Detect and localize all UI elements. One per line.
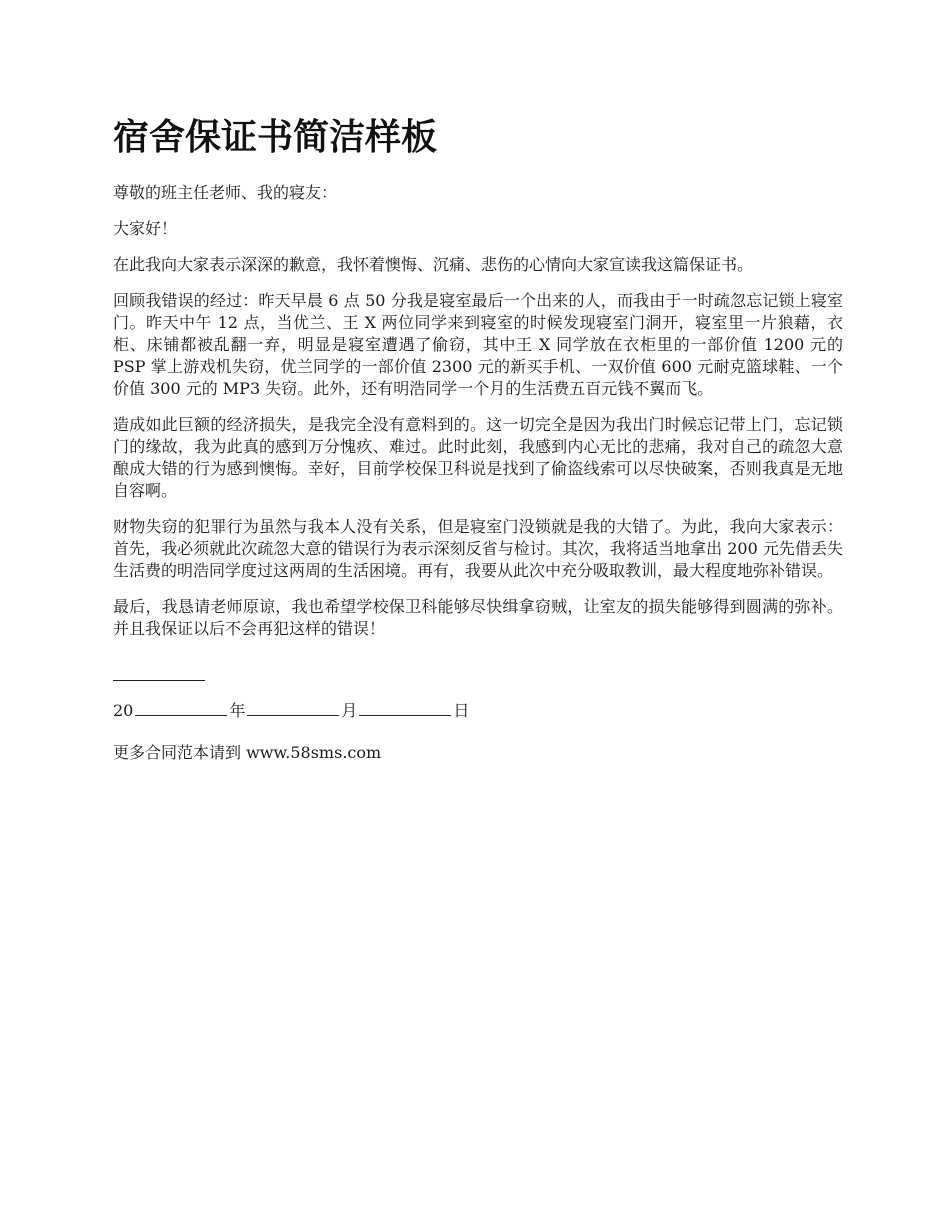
date-month-blank [247,699,339,716]
document-page [113,116,843,764]
paragraph-closing: 最后，我恳请老师原谅，我也希望学校保卫科能够尽快缉拿窃贼，让室友的损失能够得到圆满的弥补。并且我保证以后不会再犯这样的错误！ [113,597,843,638]
date-year-prefix: 20 [113,701,134,720]
paragraph-reflection: 造成如此巨额的经济损失，是我完全没有意料到的。这一切完全是因为我出门时候忘记带上门，忘记锁门的缘故，我为此真的感到万分愧疚、难过。此时此刻，我感到内心无比的悲痛，我对自己的疏忽大意酿成大错的行为感到懊悔。幸好，目前学校保卫科说是找到了偷盗线索可以尽快破案，否则我真是无地自容啊。 [113,415,843,500]
date-year-label: 年 [229,701,246,720]
signature-line [113,662,205,681]
greeting: 大家好！ [113,219,178,238]
date-line [113,699,843,722]
date-year-blank [135,699,227,716]
paragraph-incident: 回顾我错误的经过：昨天早晨 6 点 50 分我是寝室最后一个出来的人，而我由于一时疏忽忘记锁上寝室门。昨天中午 12 点，当优兰、王 X 两位同学来到寝室的时候发现寝室门洞开，寝室里一片狼藉，衣柜、床铺都被乱翻一弃，明显是寝室遭遇了偷窃，其中王 X 同学放在衣柜里的一部价值 1200 元的 PSP 掌上游戏机失窃，优兰同学的一部价值 2300 元的新买手机、一双价值 600 元耐克篮球鞋、一个价值 300 元的 MP3 失窃。此外，还有明浩同学一个月的生活费五百元钱不翼而飞。 [113,291,843,398]
date-day-blank [359,699,451,716]
date-day-label: 日 [453,701,470,720]
salutation: 尊敬的班主任老师、我的寝友： [113,183,338,202]
paragraph-intro: 在此我向大家表示深深的歉意，我怀着懊悔、沉痛、悲伤的心情向大家宣读我这篇保证书。 [113,255,754,274]
footer-link-text: 更多合同范本请到 www.58sms.com [113,743,382,762]
date-month-label: 月 [341,701,358,720]
paragraph-commitment: 财物失窃的犯罪行为虽然与我本人没有关系，但是寝室门没锁就是我的大错了。为此，我向大家表示：首先，我必须就此次疏忽大意的错误行为表示深刻反省与检讨。其次，我将适当地拿出 200 元先借丢失生活费的明浩同学度过这两周的生活困境。再有，我要从此次中充分吸取教训，最大程度地弥补错误。 [113,517,843,580]
document-title: 宿舍保证书简洁样板 [113,117,438,158]
